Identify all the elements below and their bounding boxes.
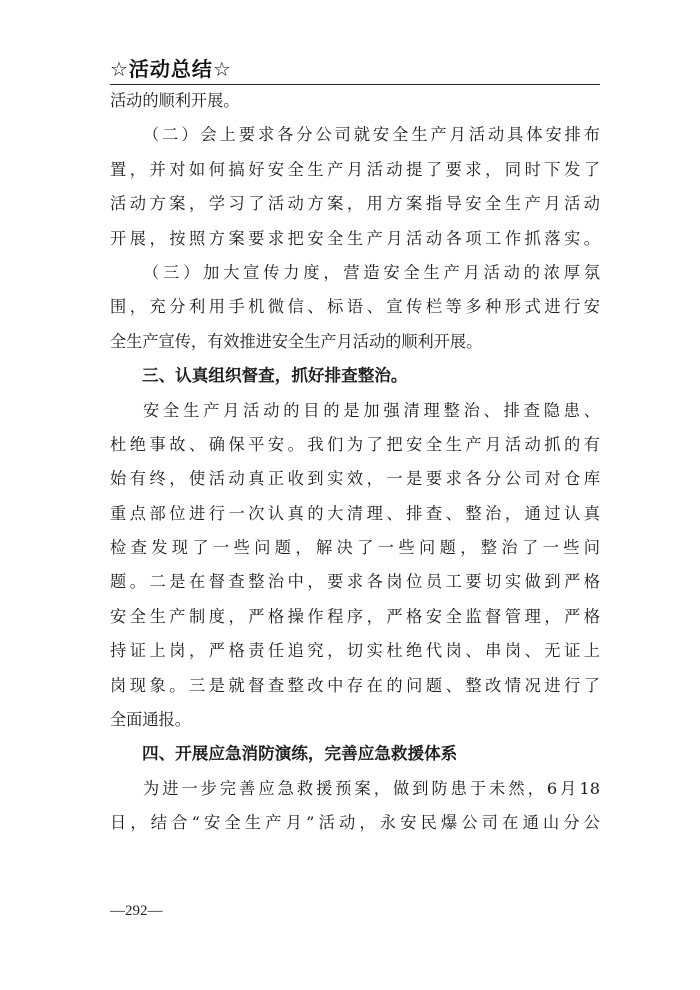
document-body <box>110 84 600 841</box>
text-line: 持证上岗，严格责任追究，切实杜绝代岗、串岗、无证上 <box>110 641 600 661</box>
section-heading: 四、开展应急消防演练，完善应急救援体系 <box>142 744 458 764</box>
text-line: 置，并对如何搞好安全生产月活动提了要求，同时下发了 <box>110 159 600 179</box>
text-line: 题。二是在督查整治中，要求各岗位员工要切实做到严格 <box>110 572 600 592</box>
page-number: —292— <box>110 903 163 919</box>
text-line: 检查发现了一些问题，解决了一些问题，整治了一些问 <box>110 538 600 558</box>
text-line: 全面通报。 <box>110 710 191 730</box>
text-line: 安全生产月活动的目的是加强清理整治、排查隐患、 <box>143 400 600 420</box>
text-line: 开展，按照方案要求把安全生产月活动各项工作抓落实。 <box>110 228 600 248</box>
text-line: 始有终，使活动真正收到实效，一是要求各分公司对仓库 <box>110 469 600 489</box>
text-line: 杜绝事故、确保平安。我们为了把安全生产月活动抓的有 <box>110 434 600 454</box>
section-heading: 三、认真组织督查，抓好排查整治。 <box>142 366 408 386</box>
text-line: （三）加大宣传力度，营造安全生产月活动的浓厚氛 <box>143 262 600 282</box>
text-line: 活动的顺利开展。 <box>110 91 240 110</box>
text-line: 为进一步完善应急救援预案，做到防患于未然，6月18 <box>143 778 600 798</box>
text-line: 岗现象。三是就督查整改中存在的问题、整改情况进行了 <box>110 675 600 695</box>
text-line: 围，充分利用手机微信、标语、宣传栏等多种形式进行安 <box>110 297 600 317</box>
text-line: （二）会上要求各分公司就安全生产月活动具体安排布 <box>143 125 600 145</box>
text-line: 全生产宣传，有效推进安全生产月活动的顺利开展。 <box>110 331 483 351</box>
page-header-title: ☆活动总结☆ <box>110 57 232 81</box>
text-line: 重点部位进行一次认真的大清理、排查、整治，通过认真 <box>110 503 600 523</box>
text-line: 活动方案，学习了活动方案，用方案指导安全生产月活动 <box>110 194 600 214</box>
text-line: 日，结合“安全生产月”活动，永安民爆公司在通山分公 <box>110 813 600 833</box>
text-line: 安全生产制度，严格操作程序，严格安全监督管理，严格 <box>110 606 600 626</box>
